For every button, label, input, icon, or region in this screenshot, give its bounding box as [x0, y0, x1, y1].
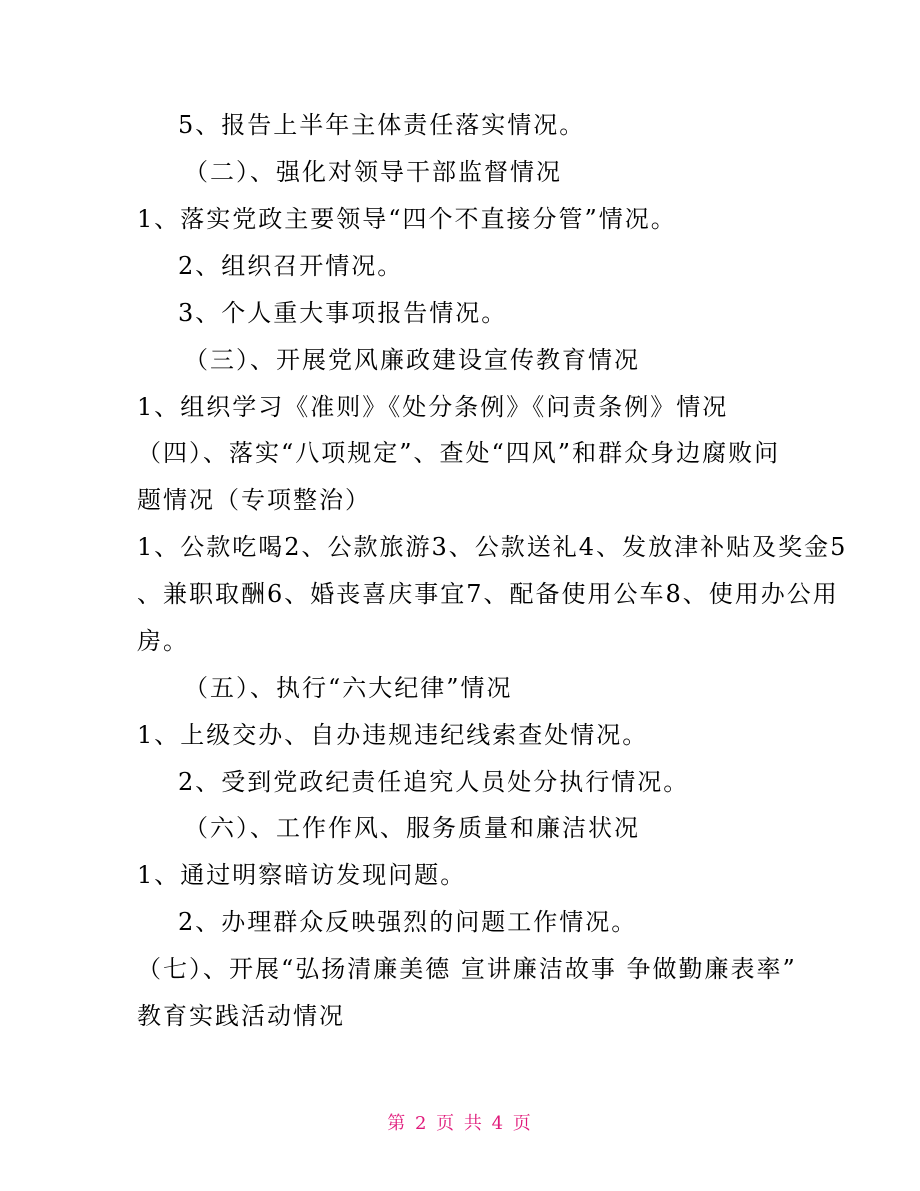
text-line-10: 1、公款吃喝2、公款旅游3、公款送礼4、发放津补贴及奖金5: [137, 533, 848, 561]
text-line-9: 题情况（专项整治）: [137, 486, 371, 514]
text-line-17: 1、通过明察暗访发现问题。: [137, 861, 467, 889]
text-line-19: （七）、开展“弘扬清廉美德 宣讲廉洁故事 争做勤廉表率”: [137, 955, 797, 983]
text-line-3: 1、落实党政主要领导“四个不直接分管”情况。: [137, 205, 677, 233]
text-line-15: 2、受到党政纪责任追究人员处分执行情况。: [178, 768, 690, 796]
text-line-8: （四）、落实“八项规定”、查处“四风”和群众身边腐败问: [137, 439, 781, 467]
text-line-2: （二）、强化对领导干部监督情况: [184, 158, 562, 186]
text-line-1: 5、报告上半年主体责任落实情况。: [178, 111, 586, 139]
text-line-16: （六）、工作作风、服务质量和廉洁状况: [184, 814, 640, 842]
text-line-12: 房。: [137, 627, 189, 655]
text-line-13: （五）、执行“六大纪律”情况: [184, 674, 513, 702]
text-line-18: 2、办理群众反映强烈的问题工作情况。: [178, 908, 638, 936]
text-line-7: 1、组织学习《准则》《处分条例》《问责条例》情况: [137, 393, 729, 421]
page-number-footer: 第 2 页 共 4 页: [387, 1113, 533, 1134]
text-line-5: 3、个人重大事项报告情况。: [178, 299, 508, 327]
text-line-20: 教育实践活动情况: [137, 1002, 345, 1030]
text-line-4: 2、组织召开情况。: [178, 252, 404, 280]
text-line-11: 、兼职取酬6、婚丧喜庆事宜7、配备使用公车8、使用办公用: [137, 580, 839, 608]
text-line-6: （三）、开展党风廉政建设宣传教育情况: [184, 346, 640, 374]
text-line-14: 1、上级交办、自办违规违纪线索查处情况。: [137, 721, 649, 749]
